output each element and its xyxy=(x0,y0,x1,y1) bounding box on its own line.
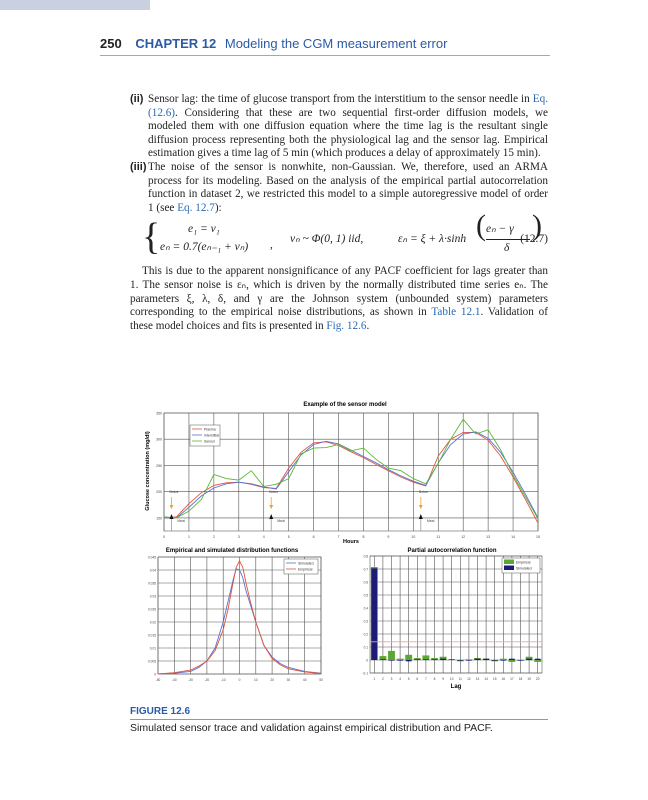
paragraph-text: This is due to the apparent nonsignificance of any PACF coefficient for lags greater than 1. The sensor noise is εₙ, which is driven by the normally distributed time series eₙ. The parameters ξ, λ, δ, and γ are the Johnson system (unbounded system) parameters corresponding to the empirical noise distributions, as shown in xyxy=(130,265,548,319)
x-tick-label: 10 xyxy=(411,535,416,539)
equation-link[interactable]: Eq. (12.6) xyxy=(148,93,548,119)
equation-12-7: { e₁ = v₁ eₙ = 0.7(eₙ₋₁ + vₙ) , vₙ ~ Φ(0, 1) iid, εₙ = ξ + λ·sinh ( eₙ − γ δ ) (12.7) xyxy=(142,209,548,259)
chart-title: Empirical and simulated distribution functions xyxy=(165,548,299,554)
pacf-bar-simulated xyxy=(500,660,506,661)
y-tick-label: 0.02 xyxy=(149,620,156,625)
pacf-bar-simulated xyxy=(389,660,395,661)
x-tick-label: 17 xyxy=(510,677,514,681)
y-tick-label: 0.8 xyxy=(363,554,368,559)
y-axis-label: Glucose concentration (mg/dl) xyxy=(145,431,151,511)
pacf-bar-simulated xyxy=(414,659,420,660)
pacf-bar-simulated xyxy=(475,659,481,660)
x-tick-label: 4 xyxy=(399,677,401,681)
legend-swatch xyxy=(504,566,514,571)
x-tick-label: 11 xyxy=(436,535,441,539)
x-tick-label: 12 xyxy=(467,677,471,681)
x-tick-label: 0 xyxy=(238,678,241,682)
y-tick-label: 350 xyxy=(156,411,162,416)
y-tick-label: 0.03 xyxy=(149,594,156,599)
pacf-bar-simulated xyxy=(397,660,403,661)
x-tick-label: 10 xyxy=(254,678,258,682)
legend-label: Interstitial xyxy=(204,433,219,438)
y-tick-label: 0.015 xyxy=(148,633,156,638)
x-tick-label: 4 xyxy=(262,535,265,539)
y-tick-label: 0.045 xyxy=(148,555,156,560)
y-tick-label: 250 xyxy=(156,463,162,468)
pacf-bar-simulated xyxy=(509,659,515,660)
legend-swatch xyxy=(504,560,514,565)
x-tick-label: 13 xyxy=(475,677,480,681)
item-text: The noise of the sensor is nonwhite, non-Gaussian. We, therefore, used an ARMA process for its modeling. Based on the analysis of the empirical partial autocorrelation function in dataset 2, we restricted this model to a simple autoregressive model of order 1 (see xyxy=(148,160,548,214)
x-tick-label: 12 xyxy=(461,535,466,539)
x-tick-label: 15 xyxy=(536,535,540,539)
x-tick-label: 16 xyxy=(501,677,506,681)
y-tick-label: 200 xyxy=(156,490,162,495)
plot-area xyxy=(370,556,542,673)
x-tick-label: 19 xyxy=(527,677,531,681)
x-tick-label: 13 xyxy=(486,535,491,539)
equation-line: e₁ = v₁ xyxy=(188,223,220,236)
pacf-bar-empirical xyxy=(388,651,395,660)
x-tick-label: 15 xyxy=(492,677,497,681)
y-tick-label: 0.7 xyxy=(363,567,368,572)
x-tick-label: 1 xyxy=(373,677,376,681)
x-tick-label: 3 xyxy=(237,535,240,539)
y-tick-label: 0.2 xyxy=(363,632,368,637)
y-tick-label: 0.01 xyxy=(149,646,156,651)
pacf-bar-simulated xyxy=(423,659,429,660)
x-tick-label: 8 xyxy=(362,535,365,539)
x-tick-label: -30 xyxy=(188,678,193,682)
x-axis-label: Hours xyxy=(343,539,359,545)
x-tick-label: 40 xyxy=(302,678,307,682)
bolus-label: Bolus xyxy=(418,490,428,494)
x-tick-label: 5 xyxy=(287,535,290,539)
x-tick-label: 2 xyxy=(212,535,215,539)
figure-caption: Simulated sensor trace and validation against empirical distribution and PACF. xyxy=(130,722,493,734)
pacf-bar-simulated xyxy=(432,659,438,660)
x-tick-label: 9 xyxy=(387,535,390,539)
x-tick-label: 20 xyxy=(535,677,540,681)
fraction-denominator: δ xyxy=(504,242,510,255)
x-tick-label: 30 xyxy=(286,678,291,682)
x-tick-label: 20 xyxy=(270,678,274,682)
y-tick-label: 0.005 xyxy=(148,659,156,664)
x-tick-label: 14 xyxy=(484,677,488,681)
y-tick-label: 0.025 xyxy=(148,607,156,612)
pacf-bar-empirical xyxy=(397,659,404,660)
x-tick-label: 5 xyxy=(407,677,410,681)
table-link[interactable]: Table 12.1 xyxy=(431,306,481,319)
legend-label: Simulated xyxy=(298,561,314,566)
x-tick-label: 3 xyxy=(390,677,393,681)
pacf-bar-empirical xyxy=(422,655,429,660)
y-tick-label: 0.5 xyxy=(363,593,368,598)
bolus-label: Bolus xyxy=(269,490,278,494)
pacf-bar-simulated xyxy=(492,660,498,661)
x-tick-label: 11 xyxy=(458,677,462,681)
x-tick-label: 0 xyxy=(163,535,165,539)
chart-title: Example of the sensor model xyxy=(303,402,387,408)
legend-label: Simulated xyxy=(516,566,532,571)
page-number: 250 xyxy=(100,36,122,51)
pacf-bar-empirical xyxy=(508,660,515,662)
pacf-bar-simulated xyxy=(406,660,412,661)
y-tick-label: 0.1 xyxy=(363,645,368,650)
x-tick-label: -20 xyxy=(204,678,210,682)
paragraph-text: . Validation of these model choices and fits is presented in xyxy=(130,306,549,332)
equation-line: eₙ = 0.7(eₙ₋₁ + vₙ) xyxy=(160,241,249,254)
pacf-bar-simulated xyxy=(518,660,524,661)
pacf-bar-simulated xyxy=(483,659,489,660)
pacf-bar-empirical xyxy=(534,660,541,662)
y-tick-label: -0.1 xyxy=(362,671,368,676)
equation-number: (12.7) xyxy=(520,233,548,246)
y-tick-label: 300 xyxy=(156,437,162,442)
chapter-title: Modeling the CGM measurement error xyxy=(224,36,448,51)
x-tick-label: 7 xyxy=(337,535,340,539)
pacf-bar-empirical xyxy=(405,655,412,660)
x-tick-label: -40 xyxy=(171,678,177,682)
equation-term: vₙ ~ Φ(0, 1) iid, xyxy=(290,233,364,246)
figure-rule xyxy=(130,719,548,720)
legend-label: Sensor xyxy=(204,439,216,444)
x-tick-label: 14 xyxy=(511,535,516,539)
y-tick-label: 0.6 xyxy=(363,580,368,585)
y-tick-label: 150 xyxy=(156,516,162,521)
item-label: (ii) xyxy=(130,93,144,105)
legend-label: Empirical xyxy=(298,567,313,572)
pacf-bar-simulated xyxy=(440,659,446,660)
item-text: Sensor lag: the time of glucose transport from the interstitium to the sensor needle in xyxy=(148,93,533,105)
item-label: (iii) xyxy=(130,160,147,173)
x-tick-label: 8 xyxy=(433,677,436,681)
fraction-numerator: eₙ − γ xyxy=(486,223,514,236)
x-tick-label: -50 xyxy=(155,678,161,682)
pacf-bar-simulated xyxy=(449,659,455,660)
x-tick-label: 18 xyxy=(518,677,523,681)
figure-label: FIGURE 12.6 xyxy=(130,706,191,717)
y-tick-label: 0.04 xyxy=(149,568,156,573)
meal-label: Meal xyxy=(277,519,285,523)
item-text: ): xyxy=(214,201,222,214)
equation-term: εₙ = ξ + λ·sinh xyxy=(398,233,467,246)
y-tick-label: 0 xyxy=(154,672,156,677)
pacf-bar-simulated xyxy=(380,659,386,660)
x-tick-label: -10 xyxy=(220,678,226,682)
chart-title: Partial autocorrelation function xyxy=(407,548,497,554)
y-tick-label: 0.4 xyxy=(363,606,368,611)
x-tick-label: 6 xyxy=(312,535,315,539)
paragraph-text: . xyxy=(366,319,370,332)
figure-link[interactable]: Fig. 12.6 xyxy=(326,319,367,332)
x-tick-label: 1 xyxy=(187,535,190,539)
x-tick-label: 7 xyxy=(425,677,427,681)
legend-label: Empirical xyxy=(516,560,531,565)
x-tick-label: 6 xyxy=(416,677,419,681)
x-tick-label: 2 xyxy=(382,677,384,681)
x-tick-label: 10 xyxy=(449,677,454,681)
pacf-bar-empirical xyxy=(465,659,472,660)
x-tick-label: 50 xyxy=(319,678,323,682)
equation-link[interactable]: Eq. 12.7 xyxy=(177,201,215,214)
bolus-label: Bolus xyxy=(169,490,179,494)
item-text: . Considering that these are two sequential first-order diffusion models, we modeled them with one diffusion equation where the time lag is the resultant single diffusion process representing both the physiological lag and the sensor lag. Empirical estimation gives a time lag of 5 min (which produces a delay of approximately 15 min). xyxy=(148,106,548,160)
legend-label: Plasma xyxy=(204,427,216,432)
x-tick-label: 9 xyxy=(442,677,444,681)
pacf-bar-simulated xyxy=(535,659,541,660)
y-tick-label: 0.035 xyxy=(148,581,156,586)
chapter-label: CHAPTER 12 xyxy=(135,36,217,51)
meal-label: Meal xyxy=(177,519,186,523)
pacf-bar-simulated xyxy=(371,568,377,660)
pacf-bar-empirical xyxy=(500,659,507,660)
x-axis-label: Lag xyxy=(450,684,462,690)
pacf-bar-simulated xyxy=(466,660,472,661)
meal-label: Meal xyxy=(426,519,435,523)
pacf-bar-simulated xyxy=(457,660,463,661)
pacf-bar-simulated xyxy=(526,659,532,660)
y-tick-label: 0 xyxy=(366,658,368,663)
y-tick-label: 0.3 xyxy=(363,619,368,624)
